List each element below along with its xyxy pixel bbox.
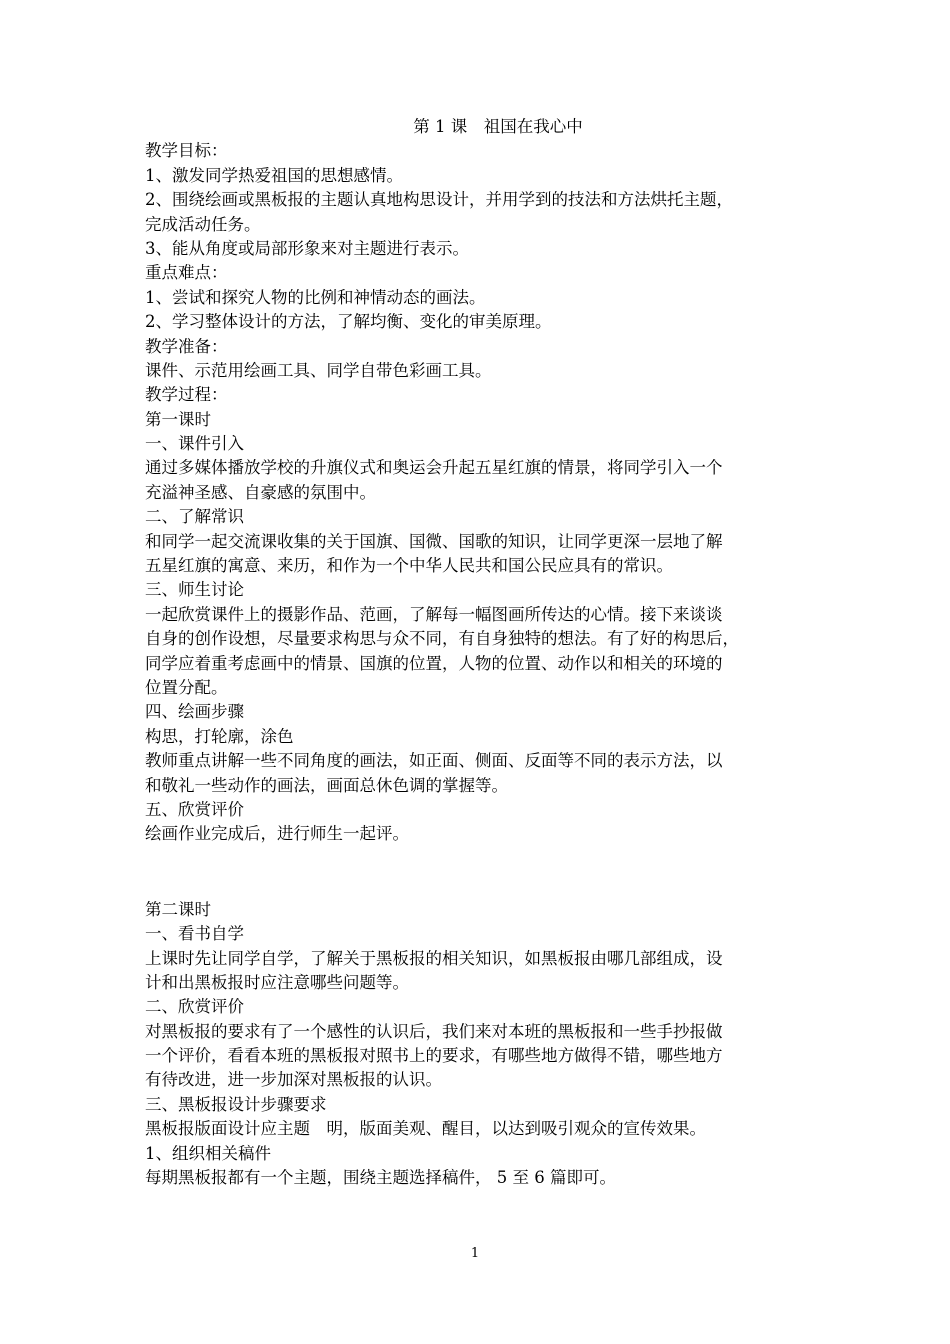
text-line: 绘画作业完成后，进行师生一起评。: [145, 824, 409, 844]
text-line: 第二课时: [145, 899, 211, 919]
text-line: 2、围绕绘画或黑板报的主题认真地构思设计，并用学到的技法和方法烘托主题，: [145, 190, 733, 210]
text-line: 充溢神圣感、自豪感的氛围中。: [145, 482, 376, 502]
text-line: 一个评价，看看本班的黑板报对照书上的要求，有哪些地方做得不错，哪些地方: [145, 1046, 723, 1066]
text-line: 教学过程：: [145, 385, 228, 405]
text-line: 课件、示范用绘画工具、同学自带色彩画工具。: [145, 360, 492, 380]
text-line: 第一课时: [145, 409, 211, 429]
text-line: 教学目标：: [145, 141, 228, 161]
text-line: 一、看书自学: [145, 924, 244, 944]
document-body: [145, 115, 811, 1190]
text-line: 3、能从角度或局部形象来对主题进行表示。: [145, 238, 469, 258]
text-line: 完成活动任务。: [145, 214, 261, 234]
text-line: 三、师生讨论: [145, 580, 244, 600]
section-second-lesson: [145, 898, 811, 1191]
page-number: 1: [470, 1246, 480, 1261]
text-line: 和敬礼一些动作的画法，画面总休色调的掌握等。: [145, 775, 508, 795]
text-line: 二、了解常识: [145, 507, 244, 527]
section-first-lesson: [145, 139, 811, 846]
text-line: 重点难点：: [145, 263, 228, 283]
text-line: 1、激发同学热爱祖国的思想感情。: [145, 165, 403, 185]
lesson-title: 第 1 课 祖国在我心中: [413, 117, 583, 136]
text-line: 一起欣赏课件上的摄影作品、范画，了解每一幅图画所传达的心情。接下来谈谈: [145, 604, 723, 624]
text-line: 三、黑板报设计步骤要求: [145, 1094, 327, 1114]
text-line: 通过多媒体播放学校的升旗仪式和奥运会升起五星红旗的情景，将同学引入一个: [145, 458, 723, 478]
text-line: 黑板报版面设计应主题 明，版面美观、醒目，以达到吸引观众的宣传效果。: [145, 1119, 706, 1139]
text-line: 1、尝试和探究人物的比例和神情动态的画法。: [145, 287, 486, 307]
text-line: 构思，打轮廓，涂色: [145, 726, 294, 746]
text-line: 计和出黑板报时应注意哪些问题等。: [145, 972, 409, 992]
text-line: 对黑板报的要求有了一个感性的认识后，我们来对本班的黑板报和一些手抄报做: [145, 1021, 723, 1041]
text-line: 教学准备：: [145, 336, 228, 356]
text-line: 五星红旗的寓意、来历，和作为一个中华人民共和国公民应具有的常识。: [145, 556, 673, 576]
text-line: 每期黑板报都有一个主题，围绕主题选择稿件， 5 至 6 篇即可。: [145, 1168, 616, 1188]
text-line: 上课时先让同学自学，了解关于黑板报的相关知识，如黑板报由哪几部组成，设: [145, 948, 723, 968]
text-line: 和同学一起交流课收集的关于国旗、国微、国歌的知识，让同学更深一层地了解: [145, 531, 723, 551]
text-line: 2、学习整体设计的方法，了解均衡、变化的审美原理。: [145, 312, 552, 332]
text-line: 二、欣赏评价: [145, 997, 244, 1017]
text-line: 1、组织相关稿件: [145, 1143, 271, 1163]
section-gap: [145, 847, 811, 898]
text-line: 有待改进，进一步加深对黑板报的认识。: [145, 1070, 442, 1090]
text-line: 同学应着重考虑画中的情景、国旗的位置，人物的位置、动作以和相关的环境的: [145, 653, 723, 673]
text-line: 五、欣赏评价: [145, 799, 244, 819]
text-line: 教师重点讲解一些不同角度的画法，如正面、侧面、反面等不同的表示方法，以: [145, 751, 723, 771]
text-line: 一、课件引入: [145, 434, 244, 454]
text-line: 自身的创作设想，尽量要求构思与众不同，有自身独特的想法。有了好的构思后，: [145, 629, 739, 649]
text-line: 四、绘画步骤: [145, 702, 244, 722]
text-line: 位置分配。: [145, 677, 228, 697]
